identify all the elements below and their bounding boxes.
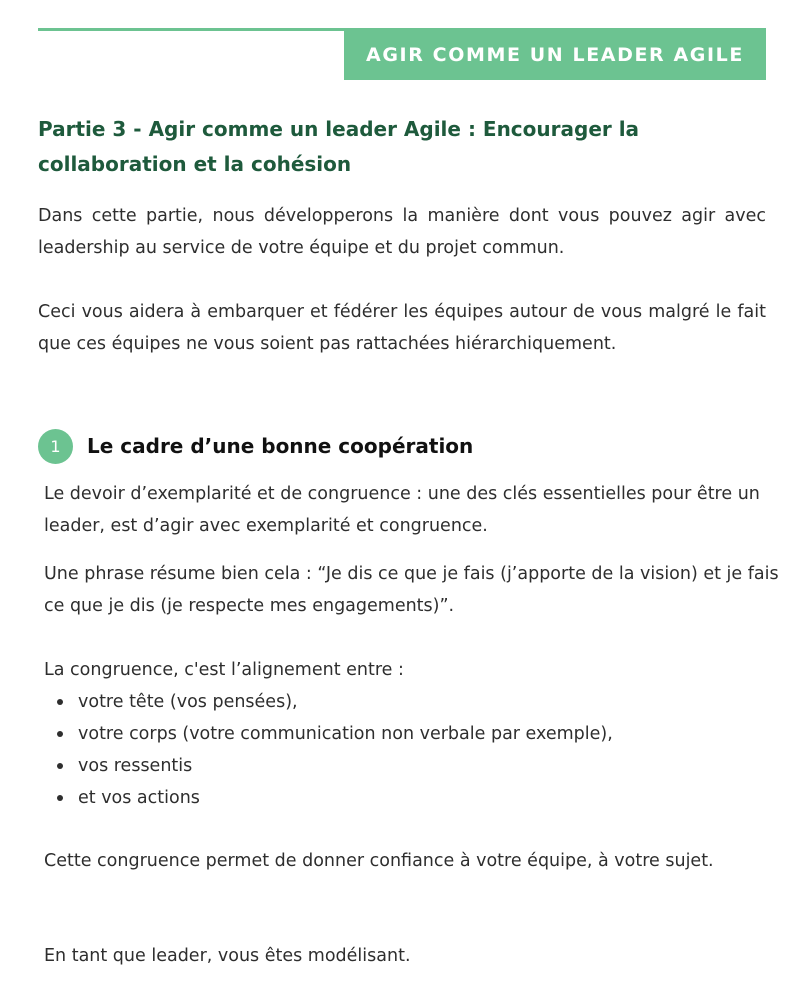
bullet-icon [57, 795, 63, 801]
list-item [44, 686, 613, 718]
congruence-intro: La congruence, c'est l’alignement entre : [44, 660, 404, 680]
list-item-text: et vos actions [78, 788, 200, 808]
list-item-text: votre tête (vos pensées), [78, 692, 298, 712]
step-title: Le cadre d’une bonne coopération [87, 434, 474, 458]
confidence-paragraph: Cette congruence permet de donner confiance à votre équipe, à votre sujet. [44, 851, 714, 871]
bullet-icon [57, 699, 63, 705]
list-item-text: votre corps (votre communication non verbale par exemple), [78, 724, 613, 744]
list-item [44, 750, 613, 782]
chapter-banner: AGIR COMME UN LEADER AGILE [344, 29, 766, 80]
step-heading [38, 428, 473, 464]
bullet-icon [57, 763, 63, 769]
intro-paragraph-1: Dans cette partie, nous développerons la manière dont vous pouvez agir avec leadership au service de votre équipe et du projet commun. [38, 206, 766, 258]
intro-paragraph-2: Ceci vous aidera à embarquer et fédérer les équipes autour de vous malgré le fait que ces équipes ne vous soient pas rattachées hiérarchiquement. [38, 302, 766, 354]
list-item [44, 782, 613, 814]
quote-paragraph: Une phrase résume bien cela : “Je dis ce que je fais (j’apporte de la vision) et je fais ce que je dis (je respecte mes engagements)”. [44, 564, 779, 616]
congruence-list [44, 686, 613, 814]
list-item [44, 718, 613, 750]
list-item-text: vos ressentis [78, 756, 193, 776]
exemplarity-paragraph: Le devoir d’exemplarité et de congruence : une des clés essentielles pour être un leader, est d’agir avec exemplarité et congruence. [44, 484, 760, 536]
bullet-icon [57, 731, 63, 737]
step-number-badge: 1 [38, 429, 73, 464]
modeling-paragraph: En tant que leader, vous êtes modélisant. [44, 946, 411, 966]
section-title: Partie 3 - Agir comme un leader Agile : Encourager la collaboration et la cohésion [38, 117, 640, 176]
